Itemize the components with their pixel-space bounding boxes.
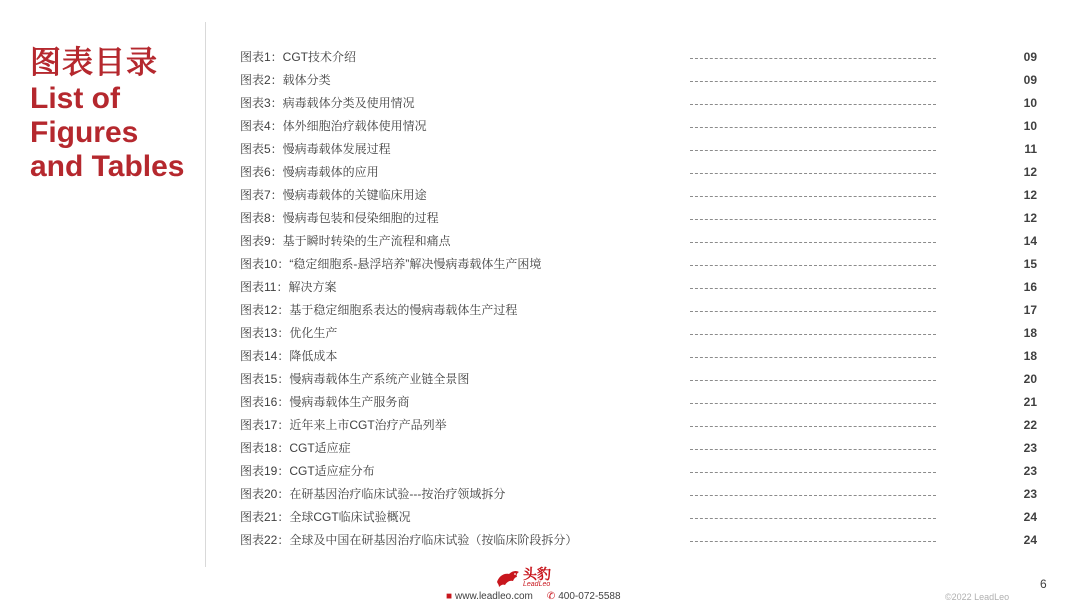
toc-row[interactable] [240, 484, 1040, 507]
toc-leader-dots [690, 403, 936, 404]
toc-leader-dots [690, 518, 936, 519]
toc-label: 图表8：慢病毒包装和侵染细胞的过程 [240, 211, 439, 225]
logo-english-text: LeadLeo [523, 581, 551, 588]
toc-leader-dots [690, 58, 936, 59]
toc-leader-dots [690, 242, 936, 243]
toc-row[interactable] [240, 185, 1040, 208]
toc-page-number: 17 [1023, 303, 1037, 317]
toc-label: 图表17：近年来上市CGT治疗产品列举 [240, 418, 447, 432]
toc-row[interactable] [240, 116, 1040, 139]
toc-row[interactable] [240, 254, 1040, 277]
toc-row[interactable] [240, 415, 1040, 438]
toc-label: 图表2：载体分类 [240, 73, 331, 87]
toc-leader-dots [690, 380, 936, 381]
toc-page-number: 15 [1023, 257, 1037, 271]
toc-row[interactable] [240, 231, 1040, 254]
logo-chinese-text: 头豹 [523, 566, 551, 582]
toc-page-number: 18 [1023, 349, 1037, 363]
phone-icon: ✆ [546, 591, 556, 602]
web-icon: ■ [446, 591, 453, 602]
toc-row[interactable] [240, 346, 1040, 369]
toc-row[interactable] [240, 369, 1040, 392]
toc-row[interactable] [240, 93, 1040, 116]
toc-row[interactable] [240, 323, 1040, 346]
toc-row[interactable] [240, 392, 1040, 415]
toc-leader-dots [690, 173, 936, 174]
toc-row[interactable] [240, 507, 1040, 530]
toc-page-number: 11 [1024, 142, 1037, 156]
toc-page-number: 18 [1023, 326, 1037, 340]
toc-leader-dots [690, 127, 936, 128]
toc-page-number: 24 [1023, 533, 1037, 547]
toc-row[interactable] [240, 461, 1040, 484]
title-english-line-1: List of [30, 82, 120, 115]
toc-label: 图表19：CGT适应症分布 [240, 464, 375, 478]
toc-page-number: 23 [1023, 441, 1037, 455]
phone-number: 400-072-5588 [558, 591, 621, 602]
leopard-logo-icon [495, 568, 521, 588]
toc-row[interactable] [240, 208, 1040, 231]
toc-leader-dots [690, 81, 936, 82]
website-link[interactable]: www.leadleo.com [455, 591, 533, 602]
toc-leader-dots [690, 426, 936, 427]
toc-label: 图表1：CGT技术介绍 [240, 50, 357, 64]
toc-label: 图表16：慢病毒载体生产服务商 [240, 395, 410, 409]
toc-leader-dots [690, 357, 936, 358]
toc-page-number: 09 [1023, 50, 1037, 64]
title-chinese: 图表目录 [30, 45, 158, 80]
copyright-text: ©2022 LeadLeo [945, 592, 1010, 602]
footer [0, 560, 1080, 608]
page-title [30, 44, 184, 184]
toc-page-number: 12 [1023, 188, 1037, 202]
toc-leader-dots [690, 265, 936, 266]
toc-label: 图表18：CGT适应症 [240, 441, 351, 455]
toc-leader-dots [690, 150, 936, 151]
toc-row[interactable] [240, 162, 1040, 185]
toc-leader-dots [690, 219, 936, 220]
toc-leader-dots [690, 104, 936, 105]
toc-label: 图表21：全球CGT临床试验概况 [240, 510, 411, 524]
toc-label: 图表10：“稳定细胞系-悬浮培养”解决慢病毒载体生产困境 [240, 257, 542, 271]
toc-row[interactable] [240, 47, 1040, 70]
toc-row[interactable] [240, 300, 1040, 323]
toc-row[interactable] [240, 277, 1040, 300]
page-number: 6 [1040, 577, 1047, 591]
title-english-line-3: and Tables [30, 150, 185, 183]
toc-leader-dots [690, 495, 936, 496]
toc-label: 图表13：优化生产 [240, 326, 338, 340]
leadleo-logo [495, 566, 551, 590]
toc-leader-dots [690, 541, 936, 542]
toc-leader-dots [690, 288, 936, 289]
toc-label: 图表11：解决方案 [240, 280, 337, 294]
toc-row[interactable] [240, 438, 1040, 461]
toc-label: 图表5：慢病毒载体发展过程 [240, 142, 391, 156]
toc-label: 图表4：体外细胞治疗载体使用情况 [240, 119, 427, 133]
toc-label: 图表7：慢病毒载体的关键临床用途 [240, 188, 427, 202]
vertical-divider [205, 22, 206, 567]
toc-row[interactable] [240, 70, 1040, 93]
toc-page-number: 24 [1023, 510, 1037, 524]
toc-page-number: 22 [1023, 418, 1037, 432]
toc-row[interactable] [240, 530, 1040, 553]
toc-label: 图表3：病毒载体分类及使用情况 [240, 96, 415, 110]
toc-leader-dots [690, 334, 936, 335]
toc-page-number: 16 [1023, 280, 1037, 294]
toc-label: 图表6：慢病毒载体的应用 [240, 165, 379, 179]
toc-label: 图表22：全球及中国在研基因治疗临床试验（按临床阶段拆分） [240, 533, 578, 547]
toc-page-number: 23 [1023, 464, 1037, 478]
toc-page-number: 21 [1023, 395, 1037, 409]
toc-label: 图表12：基于稳定细胞系表达的慢病毒载体生产过程 [240, 303, 518, 317]
title-english-line-2: Figures [30, 116, 139, 149]
toc-page-number: 20 [1023, 372, 1037, 386]
toc-page-number: 09 [1023, 73, 1037, 87]
toc-page-number: 14 [1023, 234, 1037, 248]
toc-label: 图表15：慢病毒载体生产系统产业链全景图 [240, 372, 470, 386]
toc-leader-dots [690, 196, 936, 197]
toc-page-number: 12 [1023, 211, 1037, 225]
toc-page-number: 10 [1023, 119, 1037, 133]
toc-page-number: 12 [1023, 165, 1037, 179]
toc-label: 图表20：在研基因治疗临床试验---按治疗领域拆分 [240, 487, 506, 501]
contact-info [446, 591, 621, 602]
toc-leader-dots [690, 472, 936, 473]
toc-leader-dots [690, 311, 936, 312]
table-of-figures [240, 47, 1040, 553]
toc-row[interactable] [240, 139, 1040, 162]
toc-page-number: 10 [1023, 96, 1037, 110]
toc-leader-dots [690, 449, 936, 450]
toc-label: 图表9：基于瞬时转染的生产流程和痛点 [240, 234, 451, 248]
toc-label: 图表14：降低成本 [240, 349, 338, 363]
toc-page-number: 23 [1023, 487, 1037, 501]
